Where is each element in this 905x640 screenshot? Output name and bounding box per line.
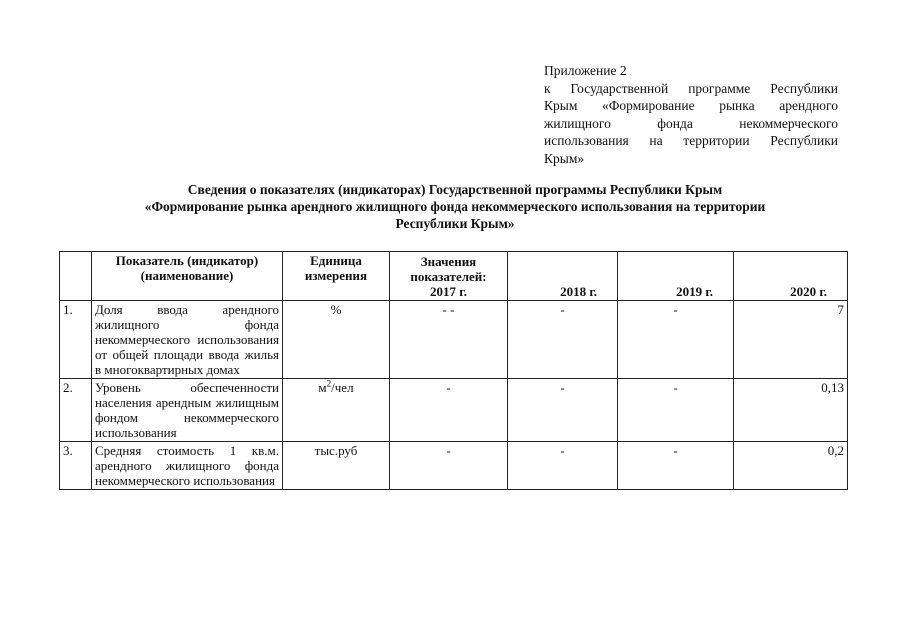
appendix-line: Крым «Формирование рынка арендного [544,98,838,113]
header-year-2018: 2018 г. [508,252,618,301]
header-indicator: Показатель (индикатор) (наименование) [92,252,283,301]
value-2018: - [508,301,618,379]
appendix-line: жилищного фонда некоммерческого [544,115,838,131]
header-values-2017 [390,252,508,301]
row-number: 3. [60,442,92,490]
header-year-2019: 2019 г. [618,252,734,301]
unit-text: м [318,380,327,395]
value-2018: - [508,379,618,442]
value-2019: - [618,301,734,379]
appendix-line: использования на территории Республики [544,133,838,148]
unit-text: % [330,302,342,317]
header-year-2020: 2020 г. [734,252,848,301]
header-unit: Единица измерения [283,252,390,301]
indicators-table [59,251,848,490]
value-2020: 0,13 [734,379,848,442]
row-number: 2. [60,379,92,442]
header-year-2017: 2017 г. [430,284,467,299]
unit-cell [283,301,390,379]
table-row [60,301,848,379]
table-row [60,379,848,442]
unit-suffix: /чел [331,380,354,395]
title-line: Республики Крым» [395,216,515,231]
header-values-label: Значения [420,254,477,269]
appendix-line: к Государственной программе Республики [544,80,838,96]
title-line: «Формирование рынка арендного жилищного фонда некоммерческого использования на территории [144,199,766,214]
indicator-name: Доля ввода арендного жилищного фонда некоммерческого использования от общей площади ввода жилья в многоквартирных домах [92,301,283,379]
unit-cell [283,442,390,490]
unit-superscript: 2 [326,378,332,389]
value-2019: - [618,379,734,442]
document-title [60,181,850,232]
value-2017: - [390,379,508,442]
appendix-line: Приложение 2 [544,63,627,78]
value-2017: - [390,442,508,490]
appendix-note [544,62,838,167]
table-row [60,442,848,490]
value-2020: 7 [734,301,848,379]
table-header-row [60,252,848,301]
value-2018: - [508,442,618,490]
indicator-name: Средняя стоимость 1 кв.м. арендного жилищного фонда некоммерческого использования [92,442,283,490]
unit-cell [283,379,390,442]
row-number: 1. [60,301,92,379]
header-num [60,252,92,301]
value-2020: 0,2 [734,442,848,490]
indicator-name: Уровень обеспеченности населения арендным жилищным фондом некоммерческого использования [92,379,283,442]
title-line: Сведения о показателях (индикаторах) Государственной программы Республики Крым [187,182,723,197]
appendix-line: Крым» [544,150,585,166]
header-values-label2: показателей: [410,269,487,284]
value-2017: - - [390,301,508,379]
value-2019: - [618,442,734,490]
unit-text: тыс.руб [314,443,358,458]
